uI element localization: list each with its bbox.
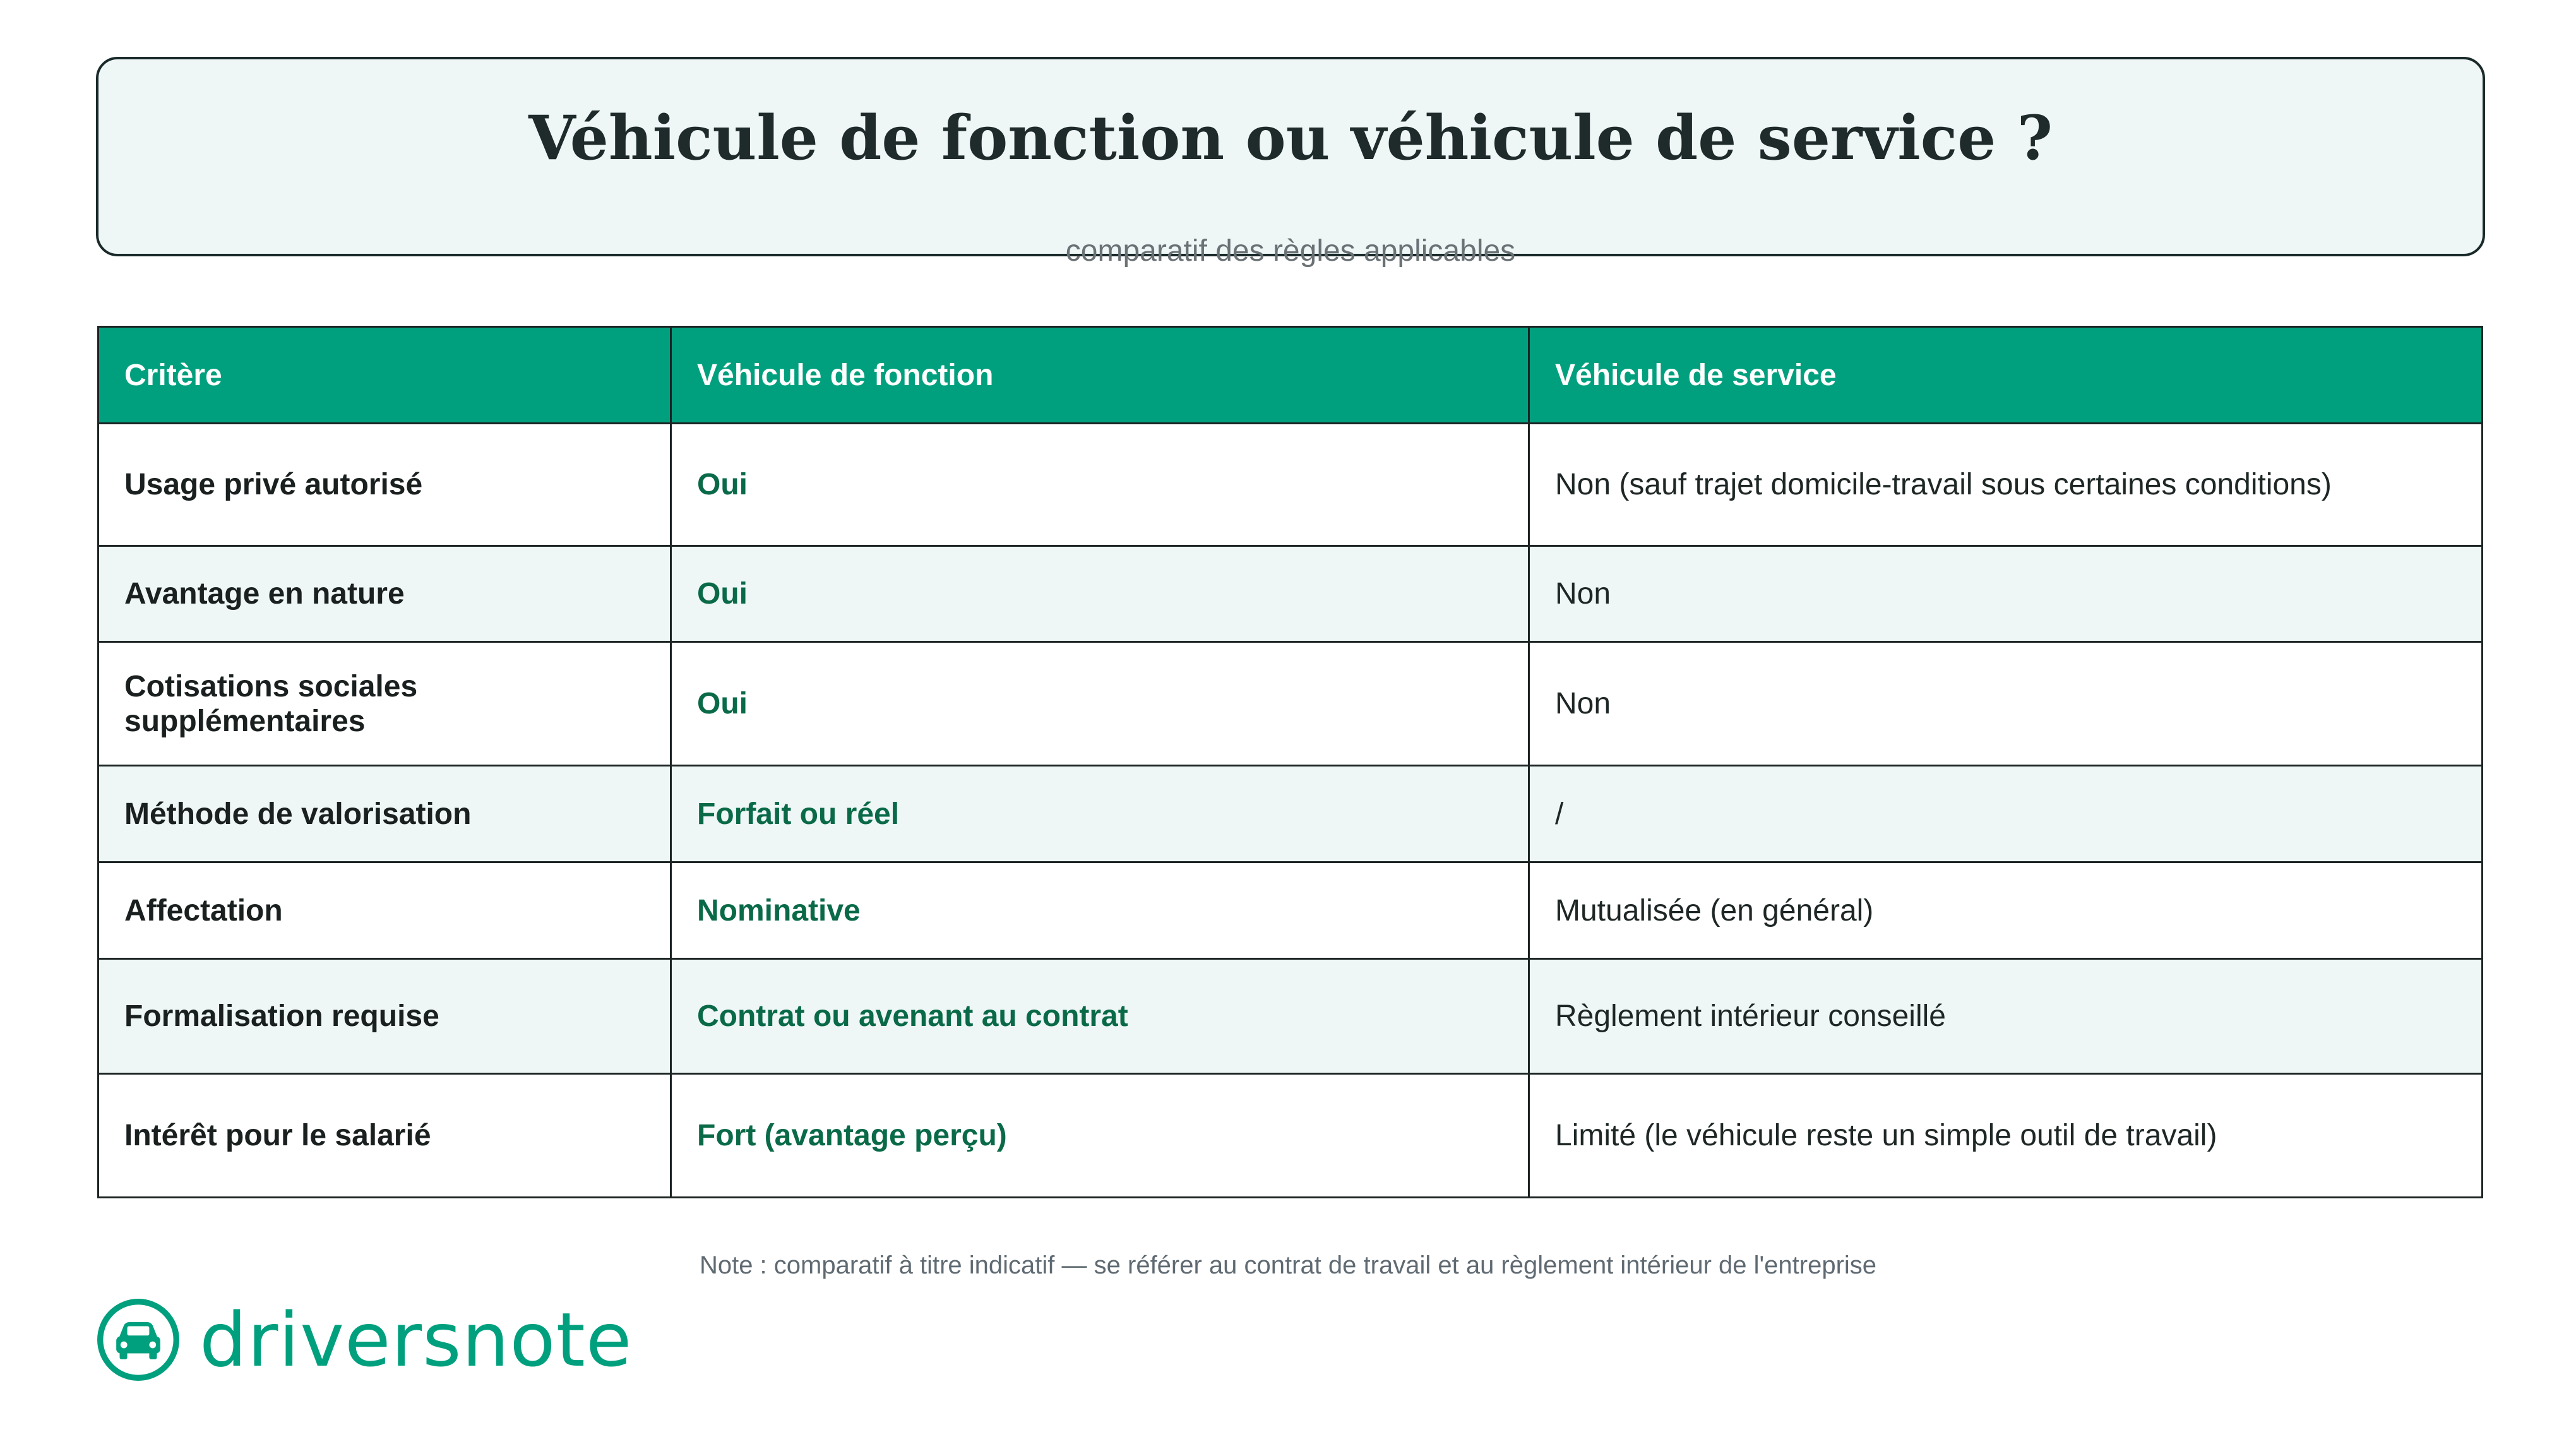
- column-header-service: Véhicule de service: [1529, 327, 2483, 424]
- cell-fonction: Forfait ou réel: [671, 766, 1529, 862]
- cell-fonction: Oui: [671, 642, 1529, 766]
- table-row: [98, 424, 2483, 546]
- cell-criterion: Usage privé autorisé: [98, 424, 671, 546]
- column-header-criterion: Critère: [98, 327, 671, 424]
- table-row: [98, 1074, 2483, 1198]
- column-header-fonction: Véhicule de fonction: [671, 327, 1529, 424]
- cell-service: Non: [1529, 546, 2483, 642]
- cell-criterion: Formalisation requise: [98, 959, 671, 1074]
- table-row: [98, 959, 2483, 1074]
- table-row: [98, 766, 2483, 862]
- cell-criterion: Affectation: [98, 862, 671, 959]
- cell-fonction: Oui: [671, 424, 1529, 546]
- cell-service: Limité (le véhicule reste un simple outil de travail): [1529, 1074, 2483, 1198]
- table-row: [98, 862, 2483, 959]
- cell-fonction: Contrat ou avenant au contrat: [671, 959, 1529, 1074]
- car-icon: [96, 1297, 181, 1382]
- cell-fonction: Nominative: [671, 862, 1529, 959]
- comparison-table: [97, 326, 2483, 1198]
- page-title: Véhicule de fonction ou véhicule de service ?: [528, 102, 2053, 174]
- cell-service: Règlement intérieur conseillé: [1529, 959, 2483, 1074]
- cell-fonction: Oui: [671, 546, 1529, 642]
- brand-name: driversnote: [200, 1296, 633, 1383]
- page-subtitle: comparatif des règles applicables: [1065, 234, 1516, 268]
- table-row: [98, 546, 2483, 642]
- cell-service: /: [1529, 766, 2483, 862]
- table-row: [98, 642, 2483, 766]
- title-box: [96, 57, 2485, 268]
- cell-service: Non (sauf trajet domicile-travail sous certaines conditions): [1529, 424, 2483, 546]
- footnote: Note : comparatif à titre indicatif — se référer au contrat de travail et au règlement intérieur de l'entreprise: [699, 1251, 1877, 1279]
- cell-service: Mutualisée (en général): [1529, 862, 2483, 959]
- table-header-row: [98, 327, 2483, 424]
- brand-logo: [96, 1296, 632, 1384]
- cell-fonction: Fort (avantage perçu): [671, 1074, 1529, 1198]
- cell-criterion: Méthode de valorisation: [98, 766, 671, 862]
- cell-criterion: Avantage en nature: [98, 546, 671, 642]
- cell-criterion: Cotisations sociales supplémentaires: [98, 642, 671, 766]
- cell-criterion: Intérêt pour le salarié: [98, 1074, 671, 1198]
- cell-service: Non: [1529, 642, 2483, 766]
